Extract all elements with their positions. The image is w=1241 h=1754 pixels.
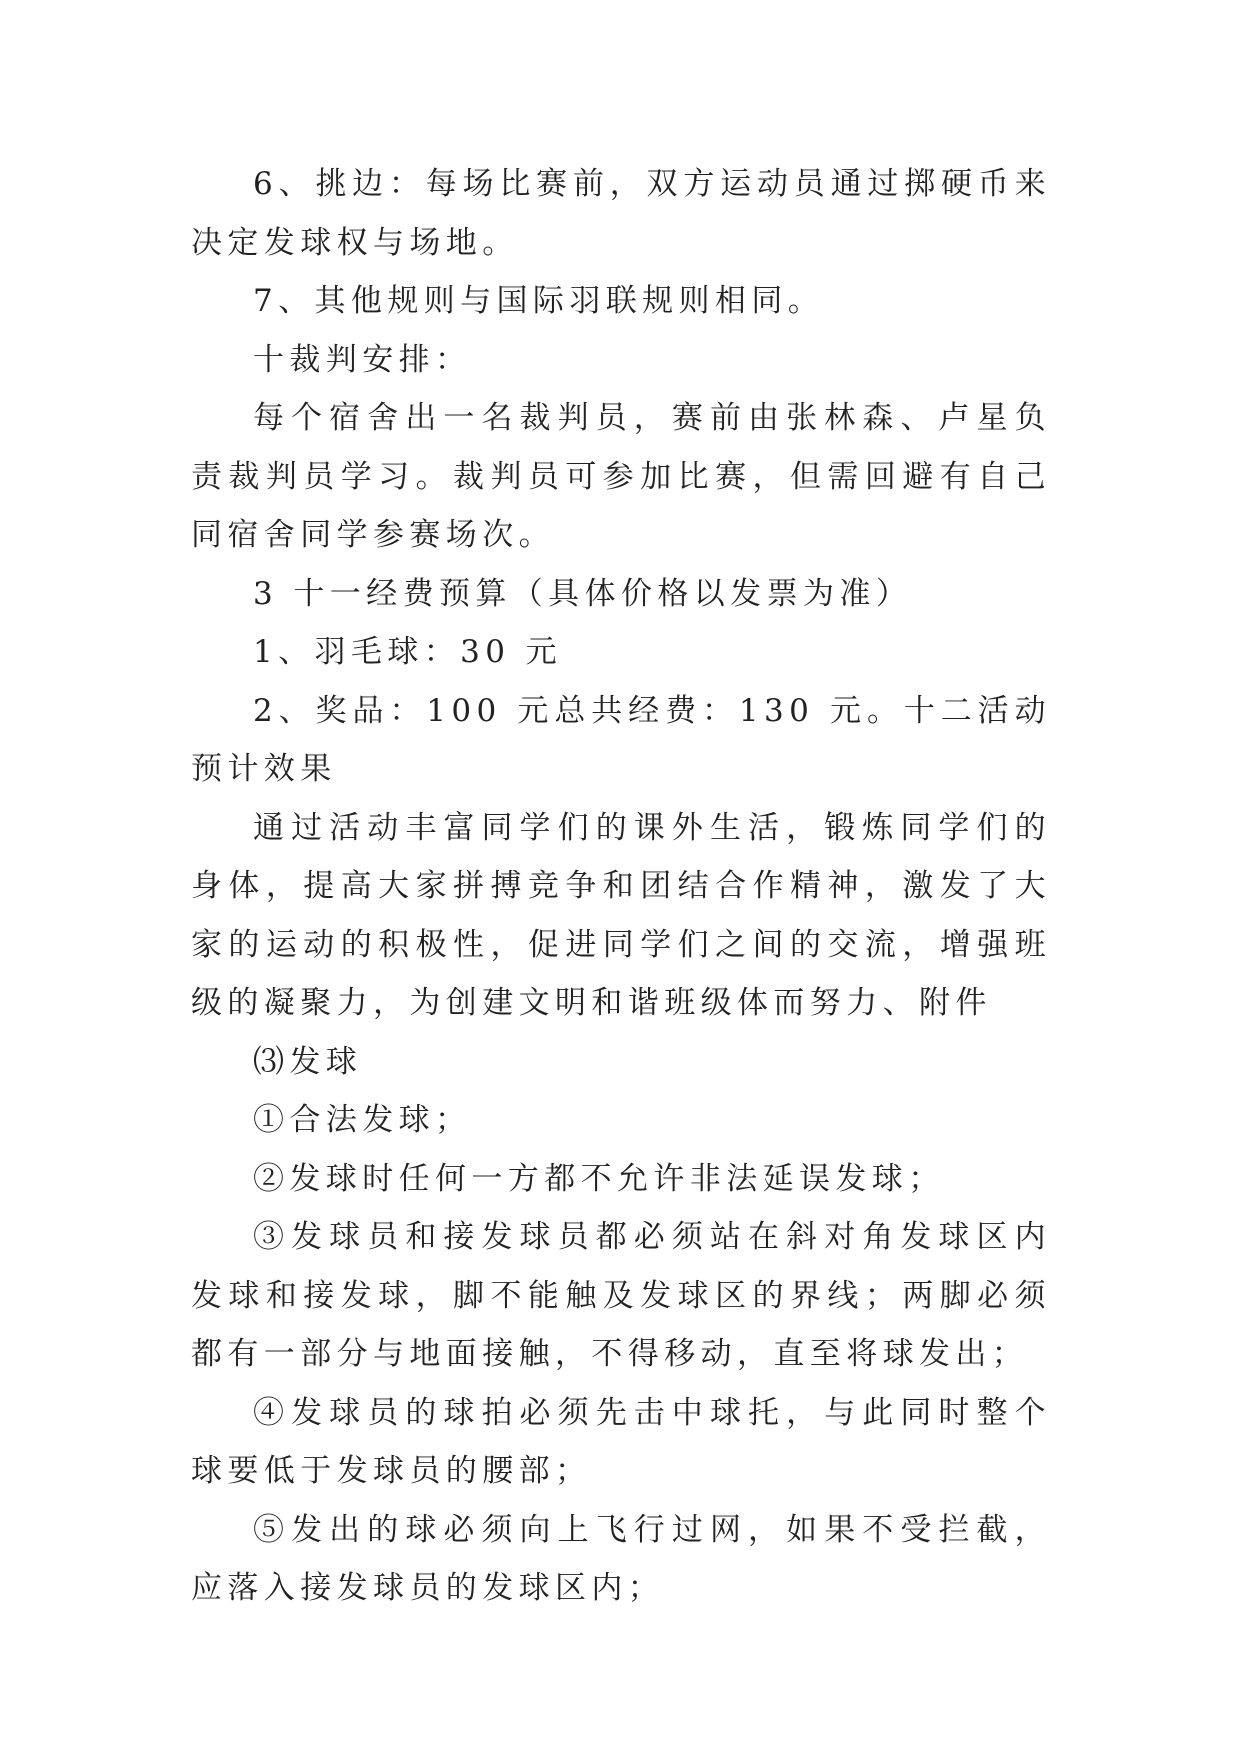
paragraph-expected-effect: 通过活动丰富同学们的课外生活，锻炼同学们的身体，提高大家拼搏竞争和团结合作精神，激发了大家的运动的积极性，促进同学们之间的交流，增强班级的凝聚力，为创建文明和谐班级体而努力、附件: [191, 809, 1051, 1021]
serve-rule-5: ⑤发出的球必须向上飞行过网，如果不受拦截，应落入接发球员的发球区内；: [191, 1511, 1051, 1606]
document-body: [191, 155, 1051, 1618]
paragraph-referee-arrangement: 每个宿舍出一名裁判员，赛前由张林森、卢星负责裁判员学习。裁判员可参加比赛，但需回避有自己同宿舍同学参赛场次。: [191, 400, 1051, 553]
budget-item-prizes: 2、奖品：100 元总共经费：130 元。十二活动预计效果: [191, 692, 1051, 787]
budget-item-shuttlecock: 1、羽毛球：30 元: [253, 634, 563, 670]
paragraph-rule-7: 7、其他规则与国际羽联规则相同。: [253, 283, 825, 319]
serve-rule-4: ④发球员的球拍必须先击中球托，与此同时整个球要低于发球员的腰部；: [191, 1394, 1051, 1489]
subheading-serve: ⑶发球: [253, 1043, 363, 1080]
serve-rule-3: ③发球员和接发球员都必须站在斜对角发球区内发球和接发球，脚不能触及发球区的界线；两脚必须都有一部分与地面接触，不得移动，直至将球发出；: [191, 1219, 1051, 1372]
section-heading-referee: 十裁判安排：: [253, 341, 472, 378]
section-heading-budget: 3 十一经费预算（具体价格以发票为准）: [253, 575, 913, 612]
paragraph-rule-6: 6、挑边：每场比赛前，双方运动员通过掷硬币来决定发球权与场地。: [191, 166, 1051, 261]
serve-rule-1: ①合法发球；: [253, 1102, 472, 1138]
serve-rule-2: ②发球时任何一方都不允许非法延误发球；: [253, 1160, 945, 1197]
